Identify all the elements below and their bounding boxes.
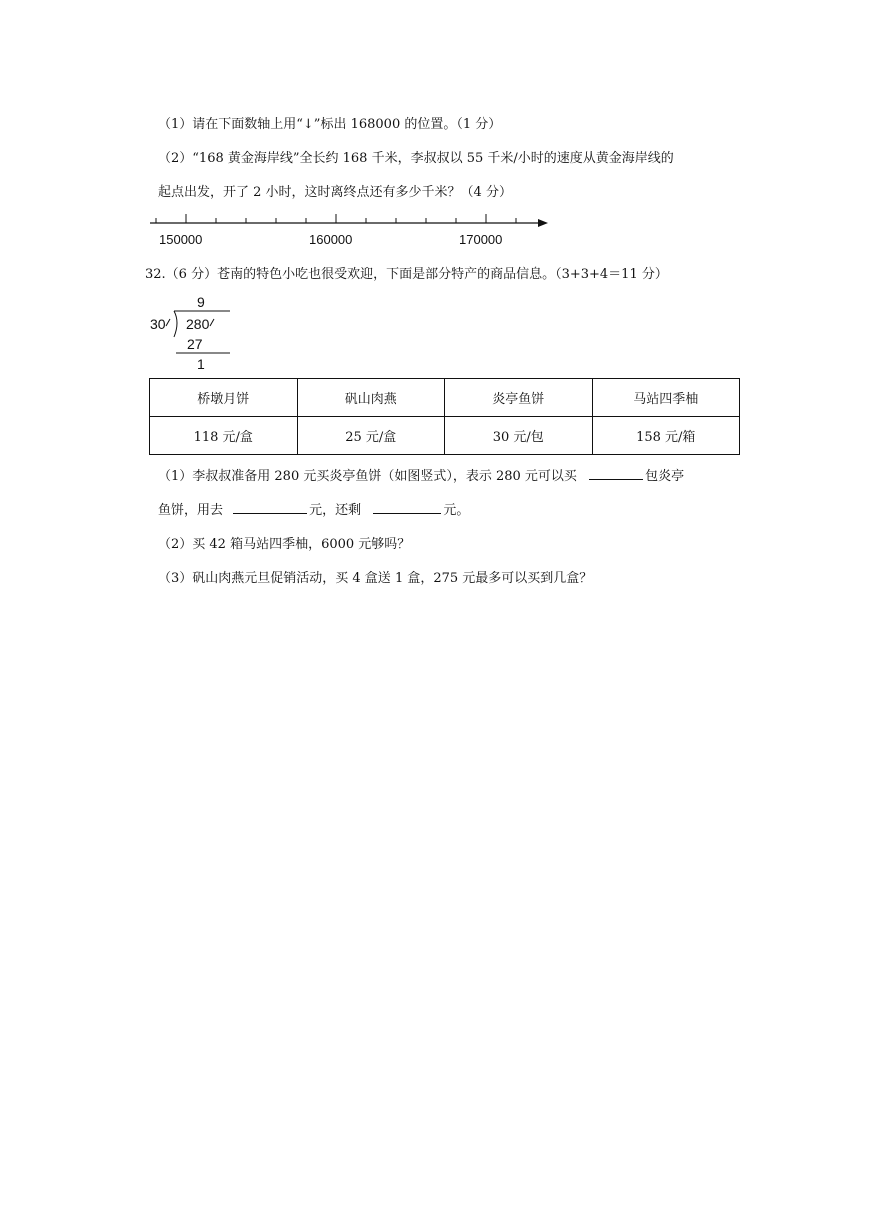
long-division-bracket [150,292,240,372]
division-product: 27 [187,336,203,352]
table-cell-name: 炎亭鱼饼 [445,379,593,417]
table-cell-name: 马站四季柚 [592,379,740,417]
division-divisor: 30 [150,316,166,332]
table-cell-name: 矾山肉燕 [297,379,445,417]
table-row-prices [150,417,740,455]
table-cell-price: 118 元/盒 [150,417,298,455]
q31-part2-line1: （2）“168 黄金海岸线”全长约 168 千米，李叔叔以 55 千米/小时的速度从黄金海岸线的 [158,151,674,166]
table-cell-price: 30 元/包 [445,417,593,455]
division-remainder: 1 [197,356,205,372]
q32-part2: （2）买 42 箱马站四季柚，6000 元够吗？ [158,537,411,552]
q31-part1: （1）请在下面数轴上用“↓”标出 168000 的位置。（1 分） [158,117,502,132]
answer-blank-quantity[interactable] [589,467,643,480]
number-line-label-150000: 150000 [159,232,203,247]
number-line-label-170000: 170000 [459,232,503,247]
axis-arrow-icon [538,219,548,227]
q32-part1-text-d: 元，还剩 [309,503,362,518]
q32-part1-line1 [158,465,684,484]
q32-part1-line2 [158,499,469,518]
q32-part1-text-c: 鱼饼，用去 [158,503,224,518]
product-table [149,378,740,455]
table-cell-name: 桥墩月饼 [150,379,298,417]
answer-blank-spent[interactable] [233,501,307,514]
number-line-label-160000: 160000 [309,232,353,247]
table-cell-price: 25 元/盒 [297,417,445,455]
number-line [150,208,555,252]
q32-part1-text-e: 元。 [443,503,470,518]
q32-part1-text-a: （1）李叔叔准备用 280 元买炎亭鱼饼（如图竖式），表示 280 元可以买 [158,469,577,484]
q32-heading: 32.（6 分）苍南的特色小吃也很受欢迎，下面是部分特产的商品信息。（3+3+4＝11 分） [145,267,668,282]
long-division [150,292,240,372]
q31-part2-line2: 起点出发，开了 2 小时，这时离终点还有多少千米？（4 分） [158,185,512,200]
q32-part3: （3）矾山肉燕元旦促销活动，买 4 盒送 1 盒，275 元最多可以买到几盒？ [158,571,593,586]
q32-part1-text-b: 包炎亭 [645,469,685,484]
table-cell-price: 158 元/箱 [592,417,740,455]
division-dividend: 280 [186,316,210,332]
answer-blank-remaining[interactable] [373,501,441,514]
table-row-names [150,379,740,417]
division-quotient: 9 [197,294,205,310]
